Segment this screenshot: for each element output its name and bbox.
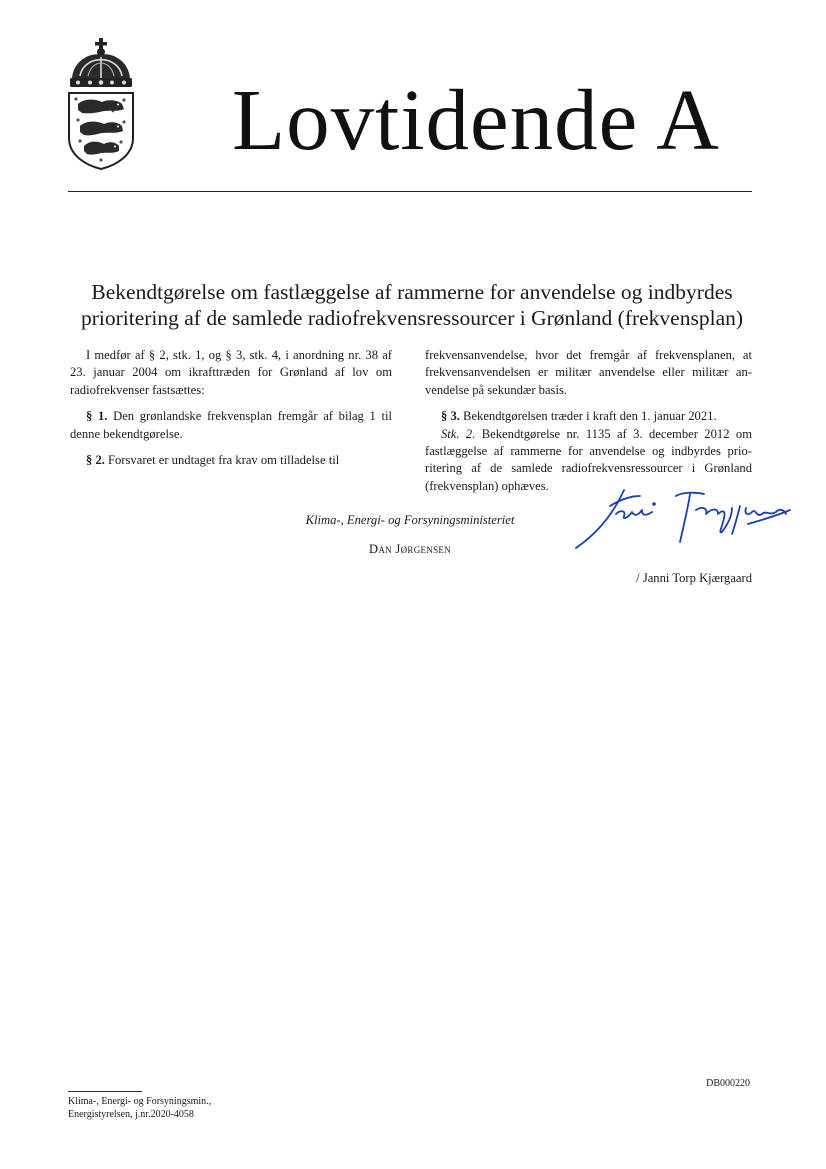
footnote [68,1096,211,1121]
document-title-line-1: Bekendtgørelse om fastlæggelse af rammerne for anvendelse og indbyrdes [91,280,733,304]
section-1-label: § 1. [86,409,108,424]
document-code: DB000220 [706,1078,750,1089]
section-3-label: § 3. [441,409,460,424]
header-divider [68,191,752,192]
section-3-paragraph [425,408,752,425]
section-1-paragraph [70,408,392,443]
section-2-paragraph [70,452,392,469]
countersignature-name: / Janni Torp Kjærgaard [636,571,752,585]
masthead-title: Lovtidende A [232,71,720,168]
document-title [70,279,754,331]
section-2-text: Forsvaret er undtaget fra krav om tilladelse til [104,453,340,468]
section-2-continuation: frekvensanvendelse, hvor det fremgår af frekvensplanen, at frekvensanvendelsen er militær anvendelse eller militær anvendelse på sekundær basis. [425,348,752,397]
stk-2-label: Stk. 2. [441,426,476,441]
section-2-label: § 2. [86,453,105,468]
body-column-left [70,347,392,469]
preamble-paragraph: I medfør af § 2, stk. 1, og § 3, stk. 4, i anordning nr. 38 af 23. januar 2004 om ikrafttræden for Grønland af lov om radiofrekvenser fastsættes: [70,348,392,397]
handwritten-signature [572,484,794,552]
coat-of-arms-icon [66,38,136,170]
footnote-divider [68,1091,142,1092]
section-3-text: Bekendtgørelsen træder i kraft den 1. januar 2021. [459,409,717,424]
minister-name: Dan Jørgensen [368,542,452,556]
document-title-line-2: prioritering af de samlede radiofrekvensressourcer i Grønland (frekvensplan) [80,306,744,330]
section-1-text: Den grønlandske frekvensplan fremgår af bilag 1 til denne bekendtgørelse. [70,409,392,441]
footnote-line-1: Klima-, Energi- og Forsyningsmin., [68,1096,212,1107]
footnote-line-2: Energistyrelsen, j.nr.2020-4058 [68,1108,194,1120]
ministry-name: Klima-, Energi- og Forsyningsministeriet [305,513,515,527]
stk-2-text: Bekendtgørelse nr. 1135 af 3. december 2012 om fastlæggelse af rammerne for anvendelse og indbyrdes prioritering af de samlede radiofrekvensressourcer i Grønland (frekvensplan) ophæves. [425,426,752,493]
body-column-right-content [425,347,752,495]
